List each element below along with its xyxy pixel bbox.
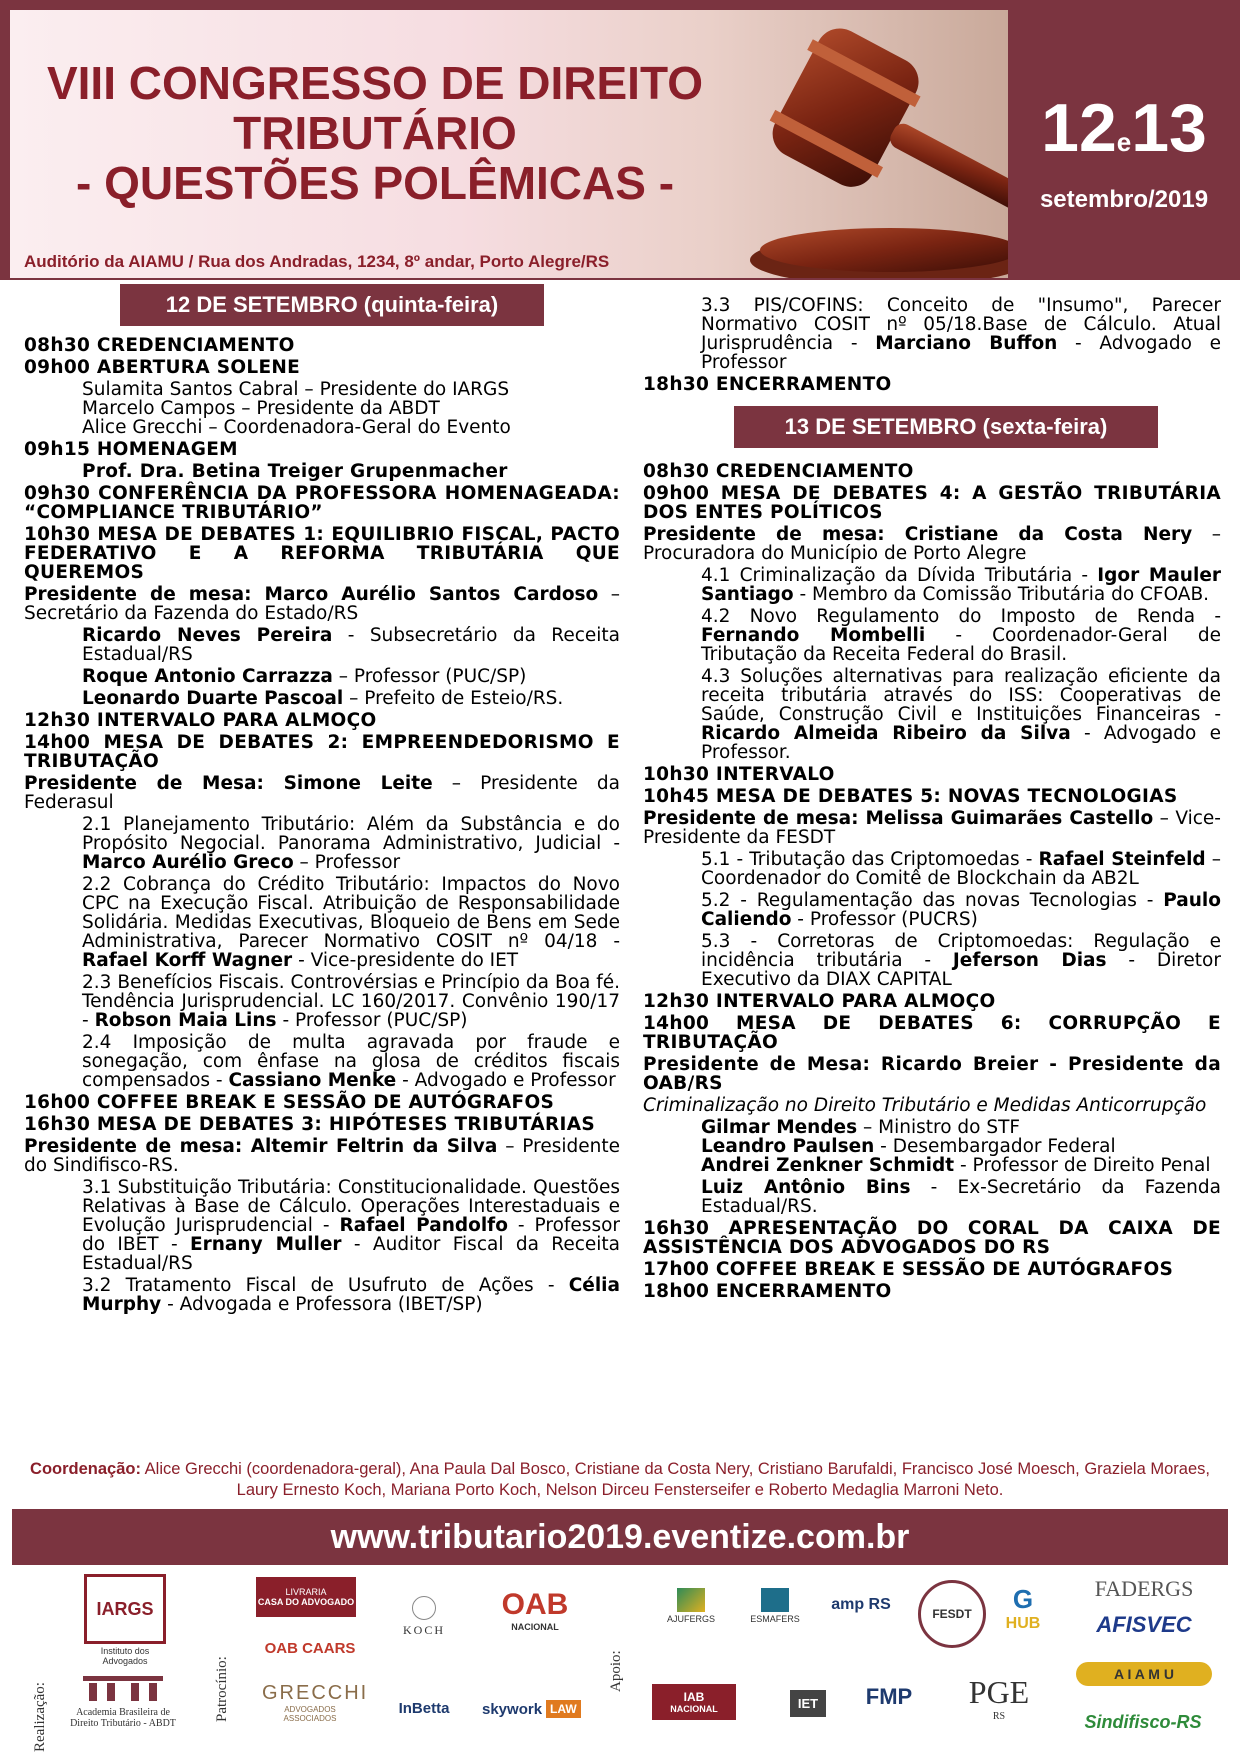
schedule-item: 14h00 MESA DE DEBATES 2: EMPREENDEDORISMO E TRIBUTAÇÃO bbox=[24, 732, 620, 772]
talk-item: 3.1 Substituição Tributária: Constitucionalidade. Questões Relativas à Base de Cálculo. Operações Interestaduais e Evolução Jurisprudencial - Rafael Pandolfo - Professor do IBET - Ernany Muller - Auditor Fiscal da Receita Estadual/RS bbox=[82, 1177, 621, 1274]
abdt-columns-icon bbox=[83, 1676, 163, 1704]
talk-item: 4.3 Soluções alternativas para realização eficiente da receita tributária através do ISS: Cooperativas de Saúde, Construção Civil e Instituições Financeiras - Ricardo Almeida Ribeiro da Silva - Advogado e Professor. bbox=[701, 666, 1221, 763]
schedule-item: 18h30 ENCERRAMENTO bbox=[643, 374, 892, 395]
day1-banner: 12 DE SETEMBRO (quinta-feira) bbox=[120, 284, 544, 326]
date-month: setembro/2019 bbox=[1039, 186, 1209, 213]
inbetta-logo: InBetta bbox=[398, 1700, 450, 1717]
schedule-item: 09h00 ABERTURA SOLENE bbox=[24, 357, 301, 378]
talk-item: 2.2 Cobrança do Crédito Tributário: Impactos do Novo CPC na Execução Fiscal. Atribuição de Responsabilidade Solidária. Medidas Executivas, Bloqueio de Bens em Sede Administrativa, Parecer Normativo COSIT nº 04/18 - Rafael Korff Wagner - Vice-presidente do IET bbox=[82, 874, 620, 971]
date-conjunction: e bbox=[1116, 127, 1132, 157]
day2-banner: 13 DE SETEMBRO (sexta-feira) bbox=[734, 406, 1158, 448]
talk-item: 5.1 - Tributação das Criptomoedas - Rafael Steinfeld – Coordenador do Comitê de Blockchain da AB2L bbox=[701, 849, 1221, 889]
speaker-line: Alice Grecchi – Coordenadora-Geral do Evento bbox=[82, 417, 511, 438]
panel-chair: Presidente de Mesa: Ricardo Breier - Presidente da OAB/RS bbox=[643, 1054, 1221, 1094]
schedule-item: 18h00 ENCERRAMENTO bbox=[643, 1281, 892, 1302]
schedule-item: 16h00 COFFEE BREAK E SESSÃO DE AUTÓGRAFOS bbox=[24, 1092, 555, 1113]
panel-chair: Presidente de Mesa: Simone Leite – Presidente da Federasul bbox=[24, 773, 620, 813]
iet-logo: IET bbox=[790, 1690, 826, 1717]
realizacao-label: Realização: bbox=[32, 1682, 48, 1752]
oabcaars-logo: OAB CAARS bbox=[264, 1640, 356, 1657]
speaker-line: Andrei Zenkner Schmidt - Professor de Direito Penal bbox=[701, 1155, 1211, 1176]
schedule-item: 09h30 CONFERÊNCIA DA PROFESSORA HOMENAGEADA: “COMPLIANCE TRIBUTÁRIO” bbox=[24, 483, 620, 523]
koch-logo: KOCH bbox=[388, 1596, 460, 1638]
header-banner bbox=[0, 0, 1240, 280]
panel-topic: Criminalização no Direito Tributário e Medidas Anticorrupção bbox=[643, 1095, 1207, 1116]
speaker-line: Gilmar Mendes – Ministro do STF bbox=[701, 1117, 1021, 1138]
day2-schedule bbox=[643, 462, 1221, 1304]
schedule-item: 09h15 HOMENAGEM bbox=[24, 439, 238, 460]
schedule-item: 08h30 CREDENCIAMENTO bbox=[24, 335, 295, 356]
talk-item: 2.4 Imposição de multa agravada por fraude e sonegação, com ênfase na glosa de créditos fiscais compensados - Cassiano Menke - Advogado e Professor bbox=[82, 1032, 620, 1091]
oab-logo: OAB NACIONAL bbox=[501, 1588, 569, 1632]
panel-chair: Presidente de mesa: Melissa Guimarães Castello – Vice-Presidente da FESDT bbox=[643, 808, 1221, 848]
event-url[interactable]: www.tributario2019.eventize.com.br bbox=[12, 1509, 1228, 1565]
speaker-line: Marcelo Campos – Presidente da ABDT bbox=[82, 398, 440, 419]
fmp-logo: FMP bbox=[865, 1684, 913, 1709]
abdt-logo: Academia Brasileira de Direito Tributário - ABDT bbox=[68, 1676, 178, 1729]
schedule-item: 16h30 MESA DE DEBATES 3: HIPÓTESES TRIBUTÁRIAS bbox=[24, 1114, 595, 1135]
fadergs-logo: FADERGS bbox=[1094, 1576, 1194, 1601]
schedule-item: 10h30 INTERVALO bbox=[643, 764, 835, 785]
schedule-item: 14h00 MESA DE DEBATES 6: CORRUPÇÃO E TRIBUTAÇÃO bbox=[643, 1013, 1221, 1053]
schedule-item: 12h30 INTERVALO PARA ALMOÇO bbox=[643, 991, 996, 1012]
apoio-label: Apoio: bbox=[608, 1650, 624, 1692]
aiamu-logo: A I A M U bbox=[1076, 1662, 1212, 1686]
coordination-label: Coordenação: bbox=[30, 1460, 141, 1478]
skywork-law-logo: skywork LAW bbox=[482, 1700, 598, 1718]
grecchi-logo: GRECCHI ADVOGADOS ASSOCIADOS bbox=[262, 1682, 369, 1723]
schedule-item: 09h00 MESA DE DEBATES 4: A GESTÃO TRIBUTÁRIA DOS ENTES POLÍTICOS bbox=[643, 483, 1221, 523]
speaker-line: Roque Antonio Carrazza – Professor (PUC/SP) bbox=[82, 666, 527, 687]
esmafers-emblem-icon bbox=[761, 1588, 789, 1612]
talk-item: 3.3 PIS/COFINS: Conceito de "Insumo", Parecer Normativo COSIT nº 05/18.Base de Cálculo. Atual Jurisprudência - Marciano Buffon - Advogado e Professor bbox=[701, 295, 1221, 373]
ajufergs-logo: AJUFERGS bbox=[660, 1588, 722, 1624]
esmafers-logo: ESMAFERS bbox=[740, 1588, 810, 1624]
ajufergs-emblem-icon bbox=[677, 1588, 705, 1612]
day1-schedule bbox=[24, 336, 620, 1317]
day1-continuation bbox=[643, 296, 1221, 397]
coordination-names: Alice Grecchi (coordenadora-geral), Ana Paula Dal Bosco, Cristiane da Costa Nery, Cristiano Barufaldi, Francisco José Moesch, Graziela Moraes, Laury Ernesto Koch, Mariana Porto Koch, Nelson Dirceu Fensterseifer e Roberto Medaglia Marroni Neto. bbox=[140, 1460, 1210, 1499]
title-line-1: VIII CONGRESSO DE DIREITO bbox=[46, 57, 704, 109]
panel-chair: Presidente de mesa: Cristiane da Costa Nery – Procuradora do Município de Porto Alegre bbox=[643, 524, 1221, 564]
speaker-line: Leonardo Duarte Pascoal – Prefeito de Esteio/RS. bbox=[82, 688, 564, 709]
talk-item: 3.2 Tratamento Fiscal de Usufruto de Ações - Célia Murphy - Advogada e Professora (IBET/SP) bbox=[82, 1275, 620, 1315]
date-day-1: 12 bbox=[1041, 90, 1117, 166]
schedule-item: 12h30 INTERVALO PARA ALMOÇO bbox=[24, 710, 377, 731]
amprs-logo: amp RS bbox=[831, 1596, 891, 1613]
schedule-item: 08h30 CREDENCIAMENTO bbox=[643, 461, 914, 482]
header-artwork bbox=[10, 10, 1008, 278]
coordination-credits bbox=[30, 1459, 1210, 1501]
speaker-line: Ricardo Neves Pereira - Subsecretário da Receita Estadual/RS bbox=[82, 625, 620, 665]
iargs-logo: IARGS Instituto dos Advogados bbox=[84, 1574, 166, 1666]
title-line-2: TRIBUTÁRIO bbox=[233, 107, 517, 159]
talk-item: 2.3 Benefícios Fiscais. Controvérsias e Princípio da Boa fé. Tendência Jurisprudencial. LC 160/2017. Convênio 190/17 - Robson Maia Lins - Professor (PUC/SP) bbox=[82, 972, 620, 1031]
talk-item: 5.3 - Corretoras de Criptomoedas: Regulação e incidência tributária - Jeferson Dias - Diretor Executivo da DIAX CAPITAL bbox=[701, 931, 1221, 990]
panel-chair: Presidente de mesa: Marco Aurélio Santos Cardoso – Secretário da Fazenda do Estado/RS bbox=[24, 584, 620, 624]
sindifisco-logo: Sindifisco-RS bbox=[1084, 1712, 1202, 1732]
schedule-item: 17h00 COFFEE BREAK E SESSÃO DE AUTÓGRAFOS bbox=[643, 1259, 1174, 1280]
panel-chair: Presidente de mesa: Altemir Feltrin da Silva – Presidente do Sindifisco-RS. bbox=[24, 1136, 620, 1176]
speaker-line: Leandro Paulsen - Desembargador Federal bbox=[701, 1136, 1116, 1157]
schedule-item: 10h30 MESA DE DEBATES 1: EQUILIBRIO FISCAL, PACTO FEDERATIVO E A REFORMA TRIBUTÁRIA QUE QUEREMOS bbox=[24, 524, 620, 583]
livraria-logo: LIVRARIA CASA DO ADVOGADO bbox=[256, 1577, 356, 1617]
date-day-2: 13 bbox=[1131, 90, 1207, 166]
title-line-3: - QUESTÕES POLÊMICAS - bbox=[75, 157, 675, 209]
schedule-item: 10h45 MESA DE DEBATES 5: NOVAS TECNOLOGIAS bbox=[643, 786, 1178, 807]
honoree-name: Prof. Dra. Betina Treiger Grupenmacher bbox=[82, 461, 508, 482]
gavel-image bbox=[700, 10, 1008, 278]
talk-item: 2.1 Planejamento Tributário: Além da Substância e do Propósito Negocial. Panorama Administrativo, Judicial - Marco Aurélio Greco – Professor bbox=[82, 814, 620, 873]
venue-address: Auditório da AIAMU / Rua dos Andradas, 1234, 8º andar, Porto Alegre/RS bbox=[24, 252, 610, 271]
fesdt-logo: FESDT bbox=[918, 1580, 986, 1648]
speaker-line: Sulamita Santos Cabral – Presidente do IARGS bbox=[82, 379, 510, 400]
patrocinio-label: Patrocínio: bbox=[214, 1656, 230, 1722]
afisvec-logo: AFISVEC bbox=[1096, 1612, 1192, 1637]
pge-logo: PGE RS bbox=[968, 1674, 1030, 1722]
koch-emblem-icon bbox=[412, 1596, 436, 1620]
talk-item: 4.2 Novo Regulamento do Imposto de Renda - Fernando Mombelli - Coordenador-Geral de Tributação da Receita Federal do Brasil. bbox=[701, 606, 1221, 665]
schedule-item: 16h30 APRESENTAÇÃO DO CORAL DA CAIXA DE ASSISTÊNCIA DOS ADVOGADOS DO RS bbox=[643, 1218, 1221, 1258]
event-dates bbox=[1008, 90, 1240, 214]
talk-item: 4.1 Criminalização da Dívida Tributária - Igor Mauler Santiago - Membro da Comissão Tributária do CFOAB. bbox=[701, 565, 1221, 605]
talk-item: 5.2 - Regulamentação das novas Tecnologias - Paulo Caliendo - Professor (PUCRS) bbox=[701, 890, 1221, 930]
gohub-logo: G HUB bbox=[1005, 1584, 1041, 1632]
iab-logo: IAB NACIONAL bbox=[652, 1684, 736, 1720]
speaker-line: Luiz Antônio Bins - Ex-Secretário da Fazenda Estadual/RS. bbox=[701, 1177, 1221, 1217]
